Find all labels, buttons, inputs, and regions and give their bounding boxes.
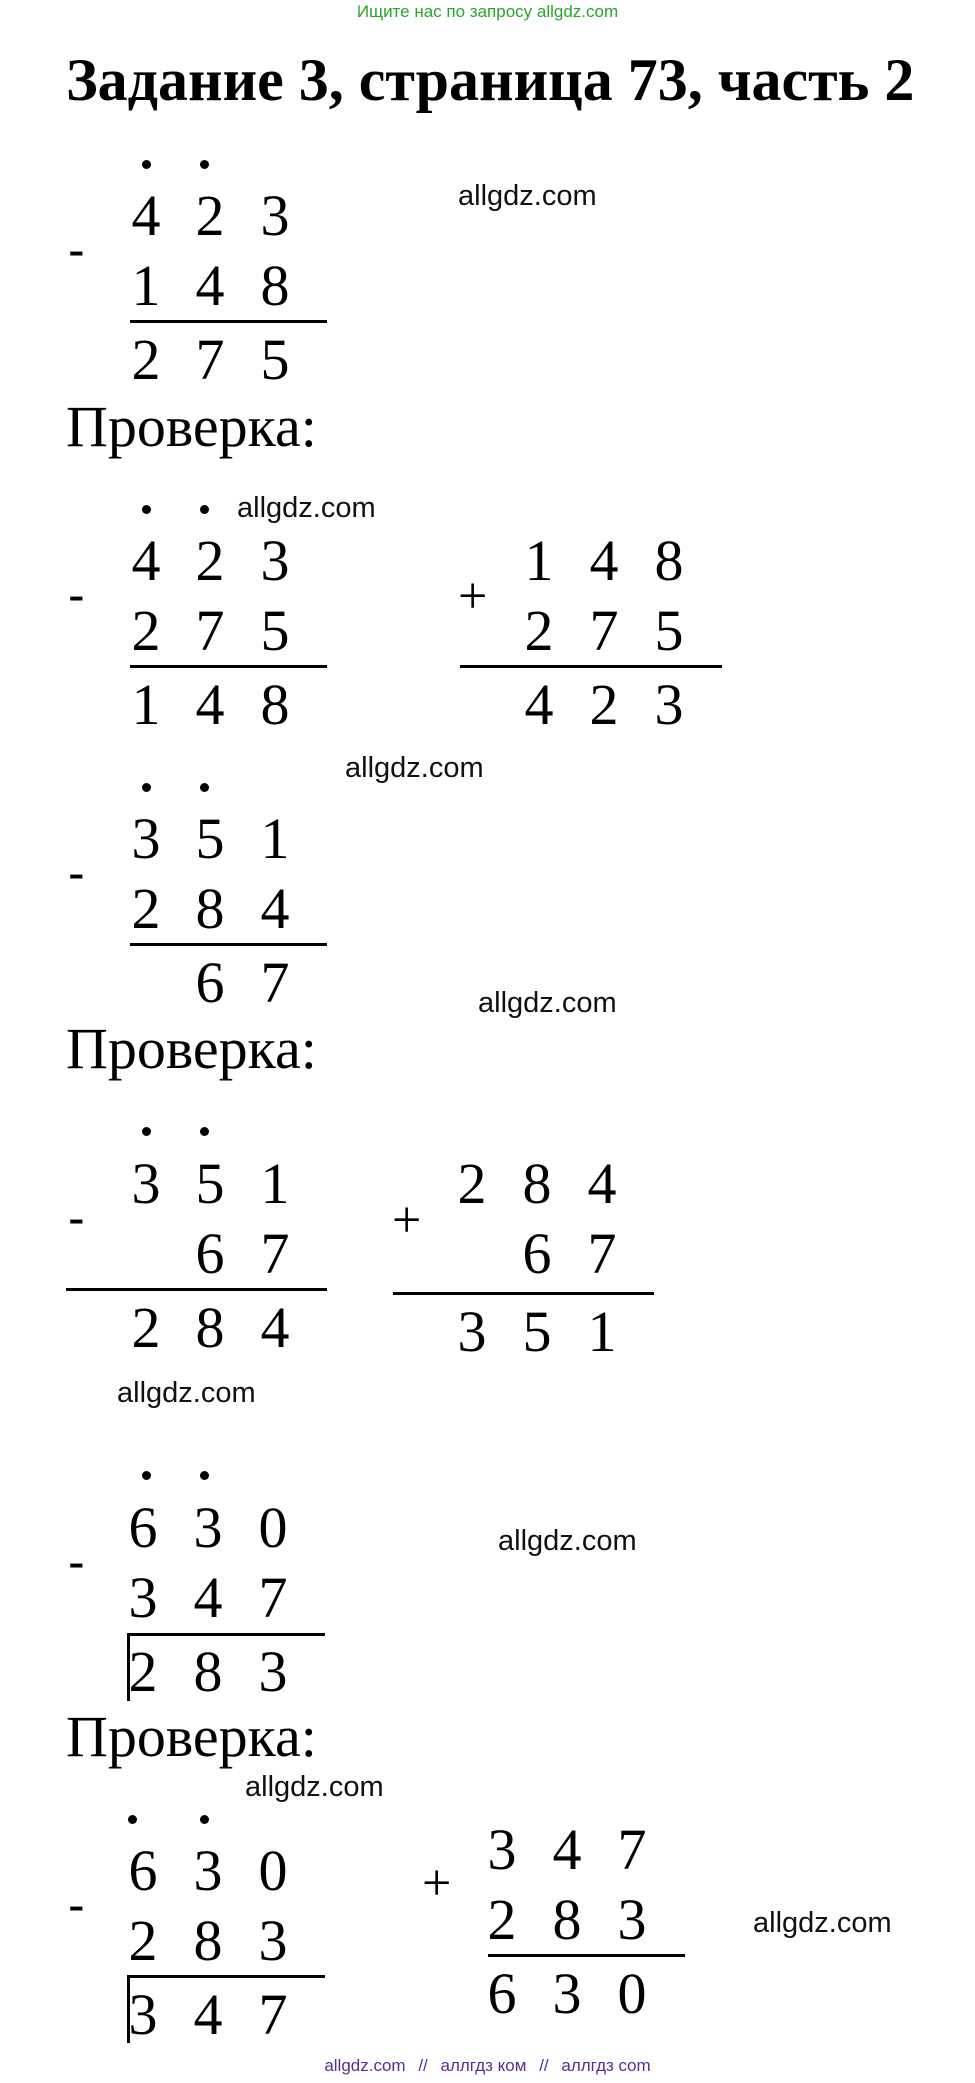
digit: 3 [258,1639,288,1704]
top-banner[interactable]: Ищите нас по запросу allgdz.com [356,2,619,21]
digit: 3 [260,528,290,593]
digit: 2 [131,598,161,663]
digit: 3 [552,1961,582,2026]
borrow-dot [142,1127,151,1136]
digit: 7 [258,1565,288,1630]
digit: 4 [260,876,290,941]
digit: 2 [128,1908,158,1973]
digit: 7 [589,598,619,663]
digit: 8 [193,1639,223,1704]
digit: 3 [193,1495,223,1560]
borrow-dot [142,505,151,514]
digit: 3 [260,183,290,248]
footer-separator: // [539,2056,549,2075]
plus-sign: + [422,1855,452,1912]
watermark: allgdz.com [245,1771,384,1803]
digit: 2 [131,876,161,941]
digit: 2 [195,183,225,248]
digit: 6 [195,950,225,1015]
digit: 8 [193,1908,223,1973]
digit: 7 [617,1817,647,1882]
borrow-dot [142,783,151,792]
digit: 4 [193,1982,223,2047]
digit: 1 [131,253,161,318]
borrow-dot [200,1127,209,1136]
minus-sign: - [68,567,85,623]
digit: 5 [195,1151,225,1216]
footer-separator: // [418,2056,428,2075]
digit: 2 [487,1887,517,1952]
digit: 2 [131,327,161,392]
digit: 4 [131,183,161,248]
digit: 1 [260,806,290,871]
borrow-dot [200,505,209,514]
digit: 1 [260,1151,290,1216]
watermark: allgdz.com [237,492,376,524]
digit: 0 [617,1961,647,2026]
digit: 7 [258,1982,288,2047]
borrow-dot [142,1471,151,1480]
digit: 7 [260,950,290,1015]
watermark: allgdz.com [345,752,484,784]
watermark: allgdz.com [478,987,617,1019]
borrow-dot [128,1815,137,1824]
footer-links [0,2056,975,2076]
plus-sign: + [458,568,488,625]
minus-sign: - [68,845,85,901]
borrow-dot [200,1471,209,1480]
digit: 3 [131,1151,161,1216]
borrow-dot [200,783,209,792]
result-line [130,943,327,946]
digit: 8 [552,1887,582,1952]
digit: 3 [128,1565,158,1630]
digit: 1 [587,1299,617,1364]
digit: 3 [193,1838,223,1903]
result-line [460,665,722,668]
result-line [66,1288,327,1291]
borrow-dot [200,160,209,169]
minus-sign: - [68,222,85,278]
digit: 4 [552,1817,582,1882]
digit: 4 [587,1151,617,1216]
minus-sign: - [68,1190,85,1246]
borrow-dot [200,1815,209,1824]
digit: 6 [195,1221,225,1286]
digit: 4 [589,528,619,593]
digit: 3 [654,672,684,737]
digit: 4 [131,528,161,593]
minus-sign: - [68,1877,85,1933]
watermark: allgdz.com [753,1907,892,1939]
digit: 5 [260,598,290,663]
result-line [128,1975,325,1978]
digit: 5 [195,806,225,871]
result-line [128,1633,325,1636]
digit: 2 [589,672,619,737]
digit: 0 [258,1838,288,1903]
digit: 3 [128,1982,158,2047]
digit: 2 [128,1639,158,1704]
footer-link[interactable]: аллгдз com [561,2056,651,2075]
check-label: Проверка: [66,1704,317,1769]
page-title: Задание 3, страница 73, часть 2 [66,47,915,113]
digit: 3 [487,1817,517,1882]
digit: 2 [131,1295,161,1360]
digit: 4 [260,1295,290,1360]
digit: 7 [195,327,225,392]
digit: 3 [617,1887,647,1952]
digit: 0 [258,1495,288,1560]
watermark: allgdz.com [458,180,597,212]
digit: 4 [195,672,225,737]
result-line [130,320,327,323]
digit: 7 [587,1221,617,1286]
result-line [130,665,327,668]
digit: 2 [524,598,554,663]
minus-sign: - [68,1534,85,1590]
digit: 5 [522,1299,552,1364]
digit: 1 [131,672,161,737]
watermark: allgdz.com [117,1377,256,1409]
digit: 8 [522,1151,552,1216]
digit: 6 [128,1838,158,1903]
digit: 1 [524,528,554,593]
digit: 8 [260,253,290,318]
digit: 2 [195,528,225,593]
digit: 7 [195,598,225,663]
result-line [393,1292,654,1295]
footer-link[interactable]: allgdz.com [324,2056,406,2075]
digit: 5 [260,327,290,392]
digit: 3 [457,1299,487,1364]
digit: 4 [193,1565,223,1630]
result-line [488,1954,685,1957]
footer-link[interactable]: аллгдз ком [440,2056,527,2075]
digit: 8 [195,1295,225,1360]
digit: 2 [457,1151,487,1216]
digit: 7 [260,1221,290,1286]
borrow-dot [142,160,151,169]
digit: 6 [128,1495,158,1560]
digit: 3 [131,806,161,871]
check-label: Проверка: [66,1016,317,1081]
digit: 3 [258,1908,288,1973]
check-label: Проверка: [66,394,317,459]
digit: 6 [522,1221,552,1286]
digit: 6 [487,1961,517,2026]
watermark: allgdz.com [498,1525,637,1557]
digit: 4 [195,253,225,318]
plus-sign: + [392,1192,422,1249]
digit: 5 [654,598,684,663]
digit: 8 [260,672,290,737]
digit: 8 [195,876,225,941]
digit: 4 [524,672,554,737]
digit: 8 [654,528,684,593]
